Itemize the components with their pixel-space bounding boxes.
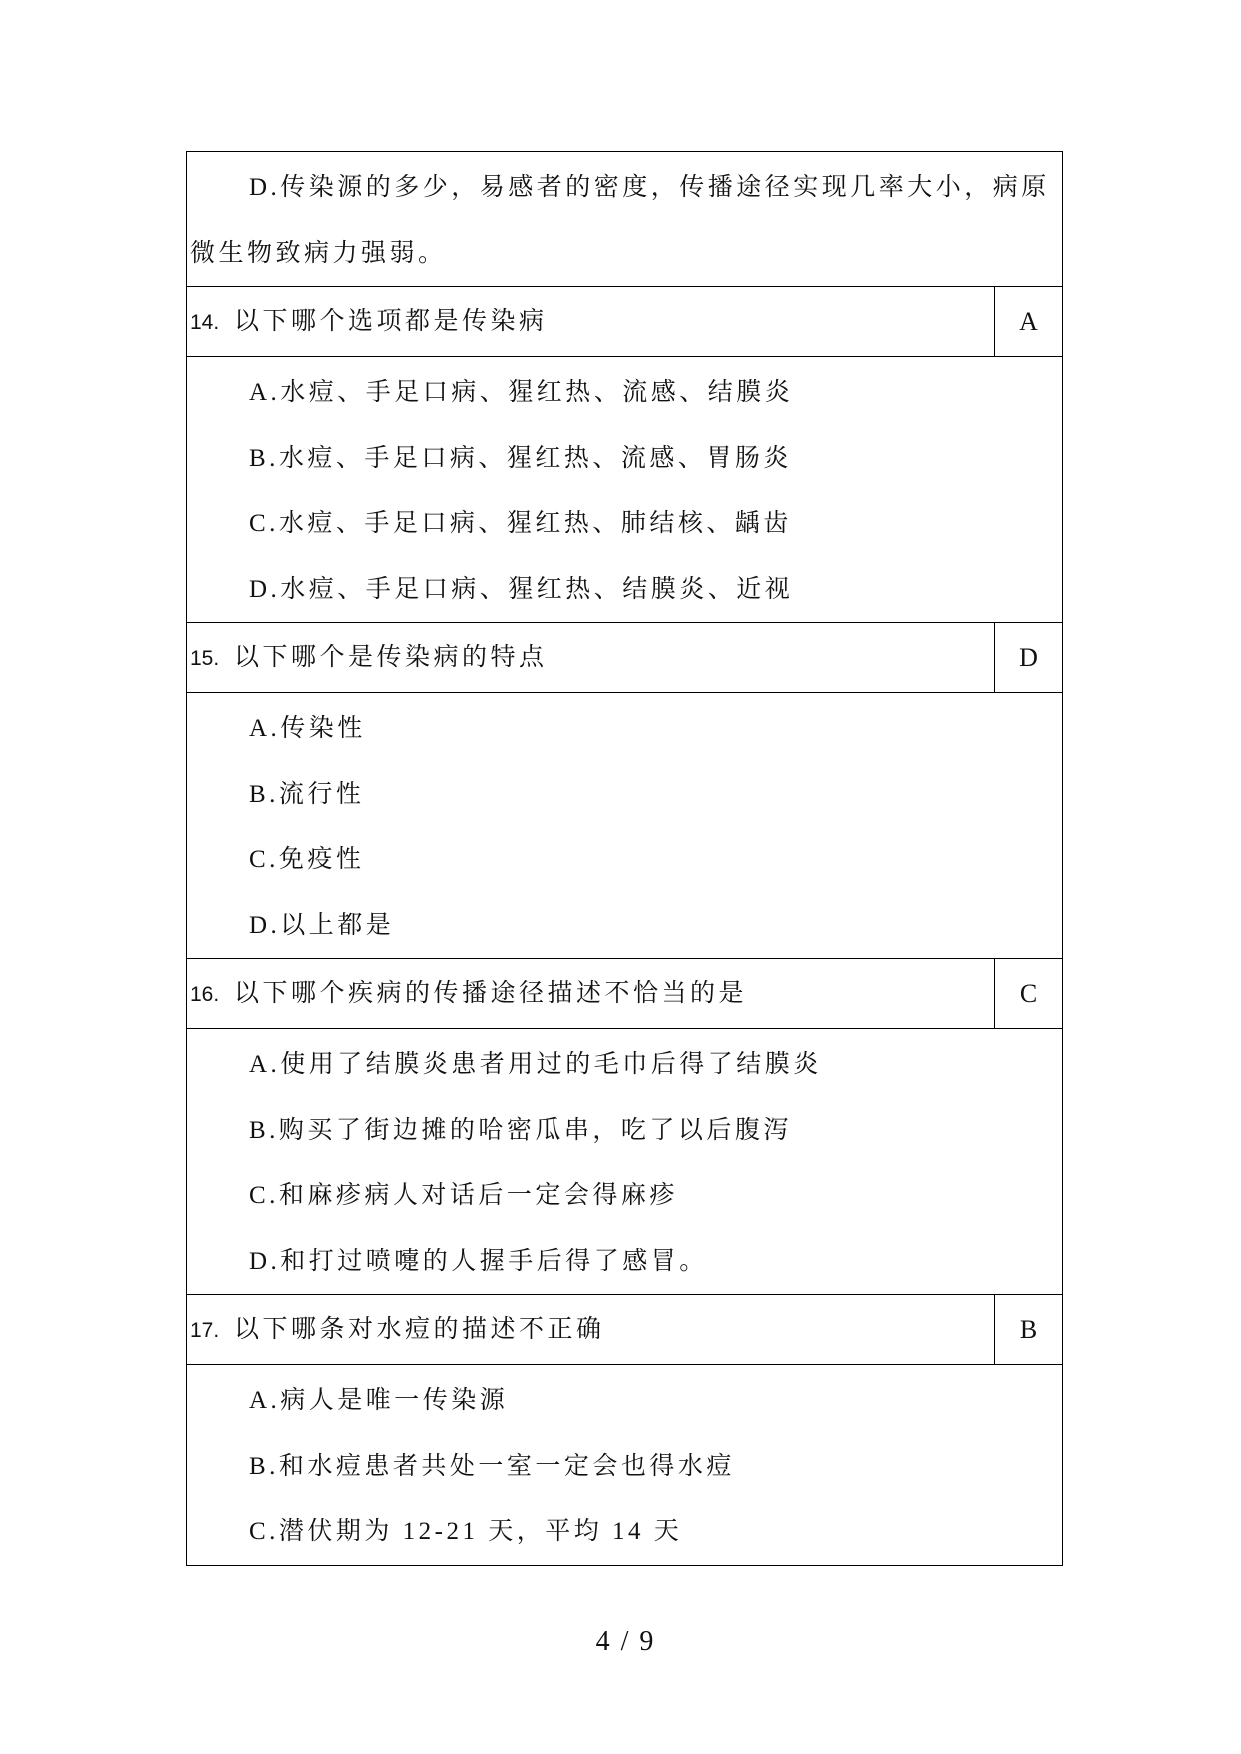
question-cell — [187, 287, 994, 357]
question-text: 以下哪个选项都是传染病 — [234, 308, 548, 335]
answer-cell: B — [994, 1295, 1062, 1365]
carryover-line-2: 微生物致病力强弱。 — [190, 240, 447, 267]
question-cell — [187, 959, 994, 1029]
carryover-line-1: D.传染源的多少，易感者的密度，传播途径实现几率大小，病原 — [249, 174, 1050, 201]
option-a: A.水痘、手足口病、猩红热、流感、结膜炎 — [249, 379, 794, 406]
question-cell — [187, 623, 994, 693]
option-c: C.免疫性 — [249, 846, 365, 873]
option-a: A.使用了结膜炎患者用过的毛巾后得了结膜炎 — [249, 1051, 822, 1078]
question-row-14 — [187, 287, 1062, 357]
option-d: D.和打过喷嚏的人握手后得了感冒。 — [249, 1247, 708, 1275]
question-row-17 — [187, 1295, 1062, 1365]
answer-cell: A — [994, 287, 1062, 357]
answer-cell: C — [994, 959, 1062, 1029]
option-b: B.水痘、手足口病、猩红热、流感、胃肠炎 — [249, 444, 792, 472]
option-c: C.潜伏期为 12-21 天，平均 14 天 — [249, 1518, 683, 1545]
option-c: C.水痘、手足口病、猩红热、肺结核、龋齿 — [249, 510, 792, 537]
question-row-16 — [187, 959, 1062, 1029]
option-c: C.和麻疹病人对话后一定会得麻疹 — [249, 1182, 678, 1209]
option-b: B.和水痘患者共处一室一定会也得水痘 — [249, 1452, 735, 1480]
option-b: B.购买了街边摊的哈密瓜串，吃了以后腹泻 — [249, 1116, 792, 1144]
option-d: D.水痘、手足口病、猩红热、结膜炎、近视 — [249, 575, 794, 603]
page-number: 4 / 9 — [595, 1626, 656, 1657]
question-text: 以下哪条对水痘的描述不正确 — [234, 1316, 605, 1343]
option-a: A.病人是唯一传染源 — [249, 1387, 509, 1414]
options-row-16 — [187, 1029, 1062, 1295]
question-number: 15. — [190, 647, 220, 670]
question-number: 14. — [190, 311, 220, 334]
question-number: 16. — [190, 983, 220, 1006]
carryover-option-row — [187, 152, 1062, 287]
question-table — [186, 151, 1063, 1566]
options-row-15 — [187, 693, 1062, 959]
question-row-15 — [187, 623, 1062, 693]
option-d: D.以上都是 — [249, 911, 395, 939]
options-row-14 — [187, 357, 1062, 623]
question-cell — [187, 1295, 994, 1365]
answer-cell: D — [994, 623, 1062, 693]
question-text: 以下哪个疾病的传播途径描述不恰当的是 — [234, 980, 748, 1007]
options-row-17 — [187, 1365, 1062, 1565]
option-a: A.传染性 — [249, 715, 366, 742]
question-number: 17. — [190, 1319, 220, 1342]
question-text: 以下哪个是传染病的特点 — [234, 644, 548, 671]
option-b: B.流行性 — [249, 780, 365, 808]
